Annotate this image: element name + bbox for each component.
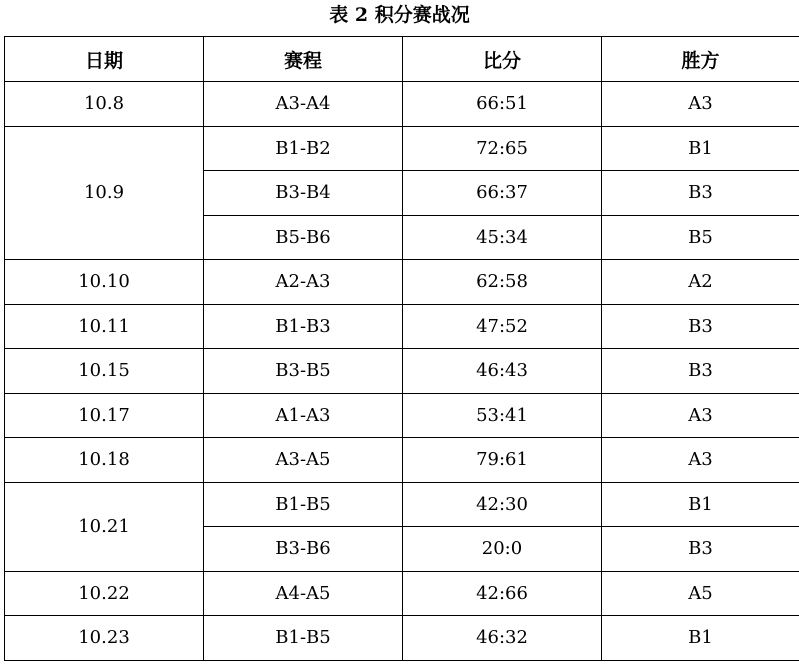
- winner-cell: A3: [602, 82, 799, 127]
- match-cell: B3-B5: [204, 349, 403, 394]
- score-cell: 79:61: [403, 438, 602, 483]
- table-row: [5, 482, 799, 527]
- score-cell: 72:65: [403, 126, 602, 171]
- match-cell: B1-B5: [204, 616, 403, 661]
- winner-cell: B3: [602, 304, 799, 349]
- match-cell: A3-A5: [204, 438, 403, 483]
- winner-cell: B3: [602, 171, 799, 216]
- score-cell: 53:41: [403, 393, 602, 438]
- date-cell: 10.8: [5, 82, 204, 127]
- score-cell: 42:66: [403, 571, 602, 616]
- match-cell: B1-B5: [204, 482, 403, 527]
- table-caption: 表 2 积分赛战况: [329, 4, 470, 26]
- match-cell: A1-A3: [204, 393, 403, 438]
- table-body: [5, 82, 799, 661]
- match-cell: B1-B3: [204, 304, 403, 349]
- table-row: [5, 349, 799, 394]
- score-cell: 46:43: [403, 349, 602, 394]
- winner-cell: B3: [602, 349, 799, 394]
- table-row: [5, 393, 799, 438]
- header-row: [5, 37, 799, 82]
- score-table: [4, 36, 799, 661]
- date-cell: 10.21: [5, 482, 204, 571]
- header-date: 日期: [5, 37, 204, 82]
- winner-cell: A2: [602, 260, 799, 305]
- winner-cell: B1: [602, 482, 799, 527]
- table-row: [5, 126, 799, 171]
- table-row: [5, 616, 799, 661]
- date-cell: 10.9: [5, 126, 204, 260]
- date-cell: 10.15: [5, 349, 204, 394]
- score-cell: 20:0: [403, 527, 602, 572]
- winner-cell: B5: [602, 215, 799, 260]
- score-cell: 42:30: [403, 482, 602, 527]
- score-cell: 45:34: [403, 215, 602, 260]
- match-cell: B3-B6: [204, 527, 403, 572]
- winner-cell: B1: [602, 616, 799, 661]
- score-cell: 47:52: [403, 304, 602, 349]
- score-cell: 66:37: [403, 171, 602, 216]
- match-cell: A4-A5: [204, 571, 403, 616]
- score-cell: 62:58: [403, 260, 602, 305]
- table-row: [5, 260, 799, 305]
- date-cell: 10.11: [5, 304, 204, 349]
- winner-cell: B3: [602, 527, 799, 572]
- winner-cell: A3: [602, 438, 799, 483]
- score-cell: 46:32: [403, 616, 602, 661]
- winner-cell: B1: [602, 126, 799, 171]
- match-cell: A3-A4: [204, 82, 403, 127]
- table-row: [5, 438, 799, 483]
- winner-cell: A5: [602, 571, 799, 616]
- winner-cell: A3: [602, 393, 799, 438]
- date-cell: 10.17: [5, 393, 204, 438]
- match-cell: B1-B2: [204, 126, 403, 171]
- date-cell: 10.10: [5, 260, 204, 305]
- match-cell: B5-B6: [204, 215, 403, 260]
- header-score: 比分: [403, 37, 602, 82]
- score-cell: 66:51: [403, 82, 602, 127]
- table-row: [5, 304, 799, 349]
- date-cell: 10.23: [5, 616, 204, 661]
- table-row: [5, 571, 799, 616]
- header-winner: 胜方: [602, 37, 799, 82]
- header-match: 赛程: [204, 37, 403, 82]
- match-cell: A2-A3: [204, 260, 403, 305]
- match-cell: B3-B4: [204, 171, 403, 216]
- table-row: [5, 82, 799, 127]
- date-cell: 10.18: [5, 438, 204, 483]
- date-cell: 10.22: [5, 571, 204, 616]
